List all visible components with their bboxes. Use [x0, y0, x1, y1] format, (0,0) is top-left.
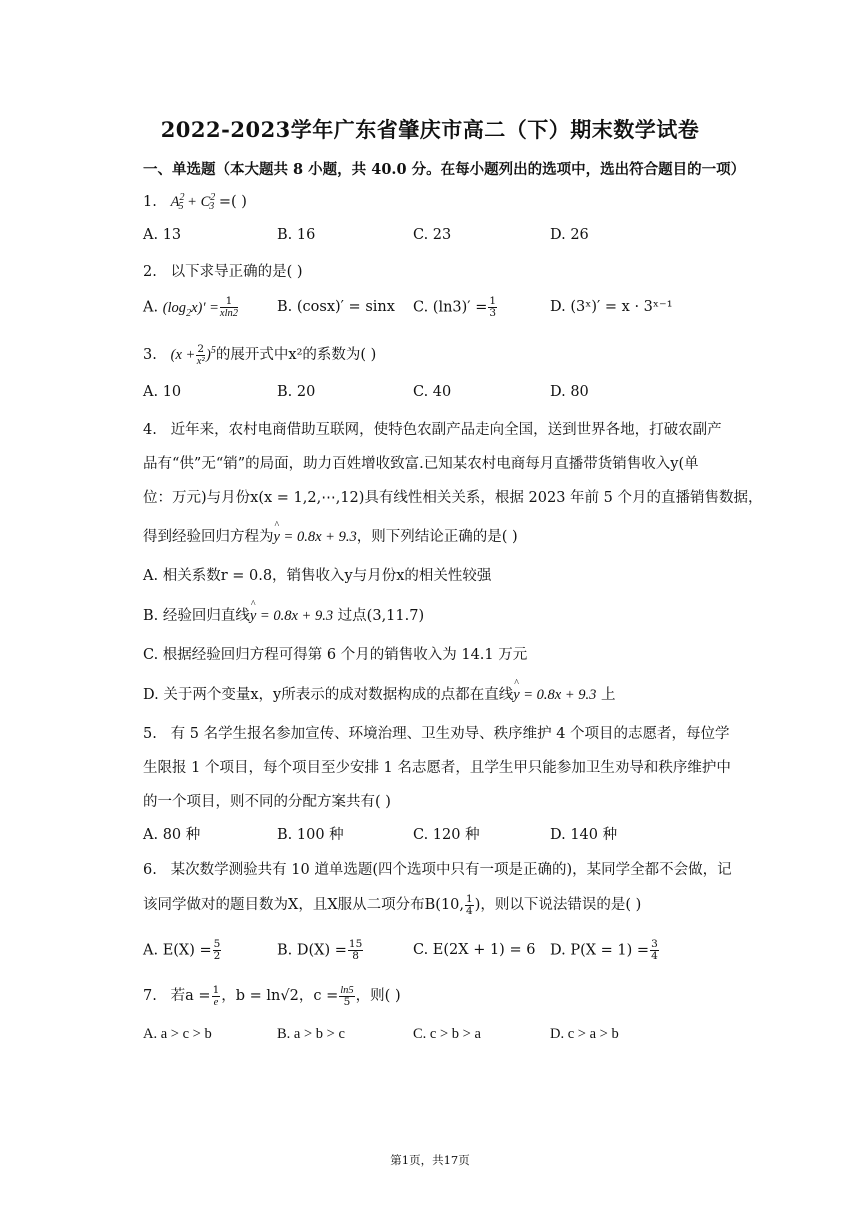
question-1-stem — [143, 192, 247, 212]
page-title: 2022-2023学年广东省肇庆市高二（下）期末数学试卷 — [160, 117, 700, 142]
option-d: D. P(X = 1) = $\frac{3}{4}$ — [550, 938, 658, 962]
option-b: B. D(X) = $\frac{15}{8}$ — [277, 938, 363, 962]
option-c: C. c > b > a — [413, 1026, 481, 1042]
fraction: $\frac{1}{3}$ — [489, 295, 497, 319]
option-a: A. 80 种 — [143, 827, 201, 843]
option-b: B. 16 — [277, 227, 316, 243]
option-b: B. 20 — [277, 384, 316, 400]
option-c: C. (ln3)′ = $\frac{1}{3}$ — [413, 295, 497, 319]
option-b: B. (cosx)′ = sinx — [277, 299, 395, 315]
question-4-line-4: 得到经验回归方程为^ y = 0.8x + 9.3，则下列结论正确的是( ) — [143, 525, 518, 546]
option-a: A. $(\log_2x)'$ = $\frac{1}{xln2}$ — [143, 295, 238, 319]
section-heading: 一、单选题（本大题共 8 小题，共 40.0 分。在每小题列出的选项中，选出符合题目的一项） — [143, 161, 746, 178]
question-number: 6. — [143, 862, 157, 878]
option-d: D. 关于两个变量x，y所表示的成对数据构成的点都在直线^ y = 0.8x + 9.3 上 — [143, 683, 616, 704]
option-d: D. 80 — [550, 384, 589, 400]
question-number: 2. — [143, 264, 157, 280]
option-a: A. 相关系数r = 0.8，销售收入y与月份x的相关性较强 — [143, 568, 492, 584]
option-b: B. 经验回归直线^ y = 0.8x + 9.3 过点(3,11.7) — [143, 604, 424, 625]
option-a: A. 13 — [143, 227, 182, 243]
question-6-line-1: 6. 某次数学测验共有 10 道单选题(四个选项中只有一项是正确的)，某同学全都不会做，记 — [143, 862, 732, 878]
question-5-line-2: 生限报 1 个项目，每个项目至少安排 1 名志愿者，且学生甲只能参加卫生劝导和秩序维护中 — [143, 760, 731, 776]
regression-equation: ^ y = 0.8x + 9.3 — [274, 529, 357, 546]
option-c: C. 40 — [413, 384, 452, 400]
question-2-stem — [143, 260, 303, 281]
option-a: A. 10 — [143, 384, 182, 400]
question-text: 以下求导正确的是( ) — [170, 264, 303, 280]
option-d: D. c > a > b — [550, 1026, 619, 1042]
fraction: $\frac{1}{4}$ — [466, 892, 473, 917]
question-4-line-1: 4. 近年来，农村电商借助互联网，使特色农副产品走向全国，送到世界各地，打破农副产 — [143, 422, 722, 438]
option-a: A. E(X) = $\frac{5}{2}$ — [143, 938, 221, 962]
page-footer: 第1页，共17页 — [390, 1153, 470, 1167]
option-a: A. a > c > b — [143, 1026, 212, 1042]
question-number: 3. — [143, 347, 157, 363]
question-6-line-2: 该同学做对的题目数为X，且X服从二项分布B(10, $\frac{1}{4}$ )，则以下说法错误的是( ) — [143, 892, 642, 917]
question-number: 5. — [143, 726, 157, 742]
fraction: $\frac{2}{\text{x²}}$ — [196, 342, 205, 367]
option-d: D. 140 种 — [550, 827, 618, 843]
question-4-line-2: 品有“供”无“销”的局面，助力百姓增收致富.已知某农村电商每月直播带货销售收入y(单 — [143, 456, 699, 472]
fraction: $\frac{1}{xln2}$ — [219, 295, 238, 319]
option-c: C. 23 — [413, 227, 452, 243]
question-3-stem: 3. (x + $\frac{2}{\text{x²}}$ )$^5$的展开式中x²的系数为( ) — [143, 342, 377, 367]
question-5-line-1: 5. 有 5 名学生报名参加宣传、环境治理、卫生劝导、秩序维护 4 个项目的志愿者，每位学 — [143, 726, 730, 742]
question-7-stem: 7. 若a = $\frac{1}{e}$ ，b = ln√2，c = $\frac{\ln 5}{5}$ ，则( ) — [143, 983, 401, 1008]
option-c: C. 根据经验回归方程可得第 6 个月的销售收入为 14.1 万元 — [143, 647, 528, 663]
option-b: B. 100 种 — [277, 827, 344, 843]
option-d: D. (3ˣ)′ = x · 3ˣ⁻¹ — [550, 299, 673, 315]
option-c: C. 120 种 — [413, 827, 480, 843]
option-b: B. a > b > c — [277, 1026, 345, 1042]
formula-a-c: $A^2_5 + C^2_3$ — [170, 192, 216, 212]
question-tail: =( ) — [218, 193, 247, 210]
question-4-line-3: 位：万元)与月份x(x = 1,2,⋯,12)具有线性相关关系，根据 2023 年前 5 个月的直播销售数据， — [143, 490, 763, 506]
option-c: C. E(2X + 1) = 6 — [413, 942, 536, 958]
question-number: 1. — [143, 193, 157, 210]
question-5-line-3: 的一个项目，则不同的分配方案共有( ) — [143, 794, 391, 810]
question-number: 7. — [143, 988, 157, 1004]
question-number: 4. — [143, 422, 157, 438]
option-d: D. 26 — [550, 227, 589, 243]
